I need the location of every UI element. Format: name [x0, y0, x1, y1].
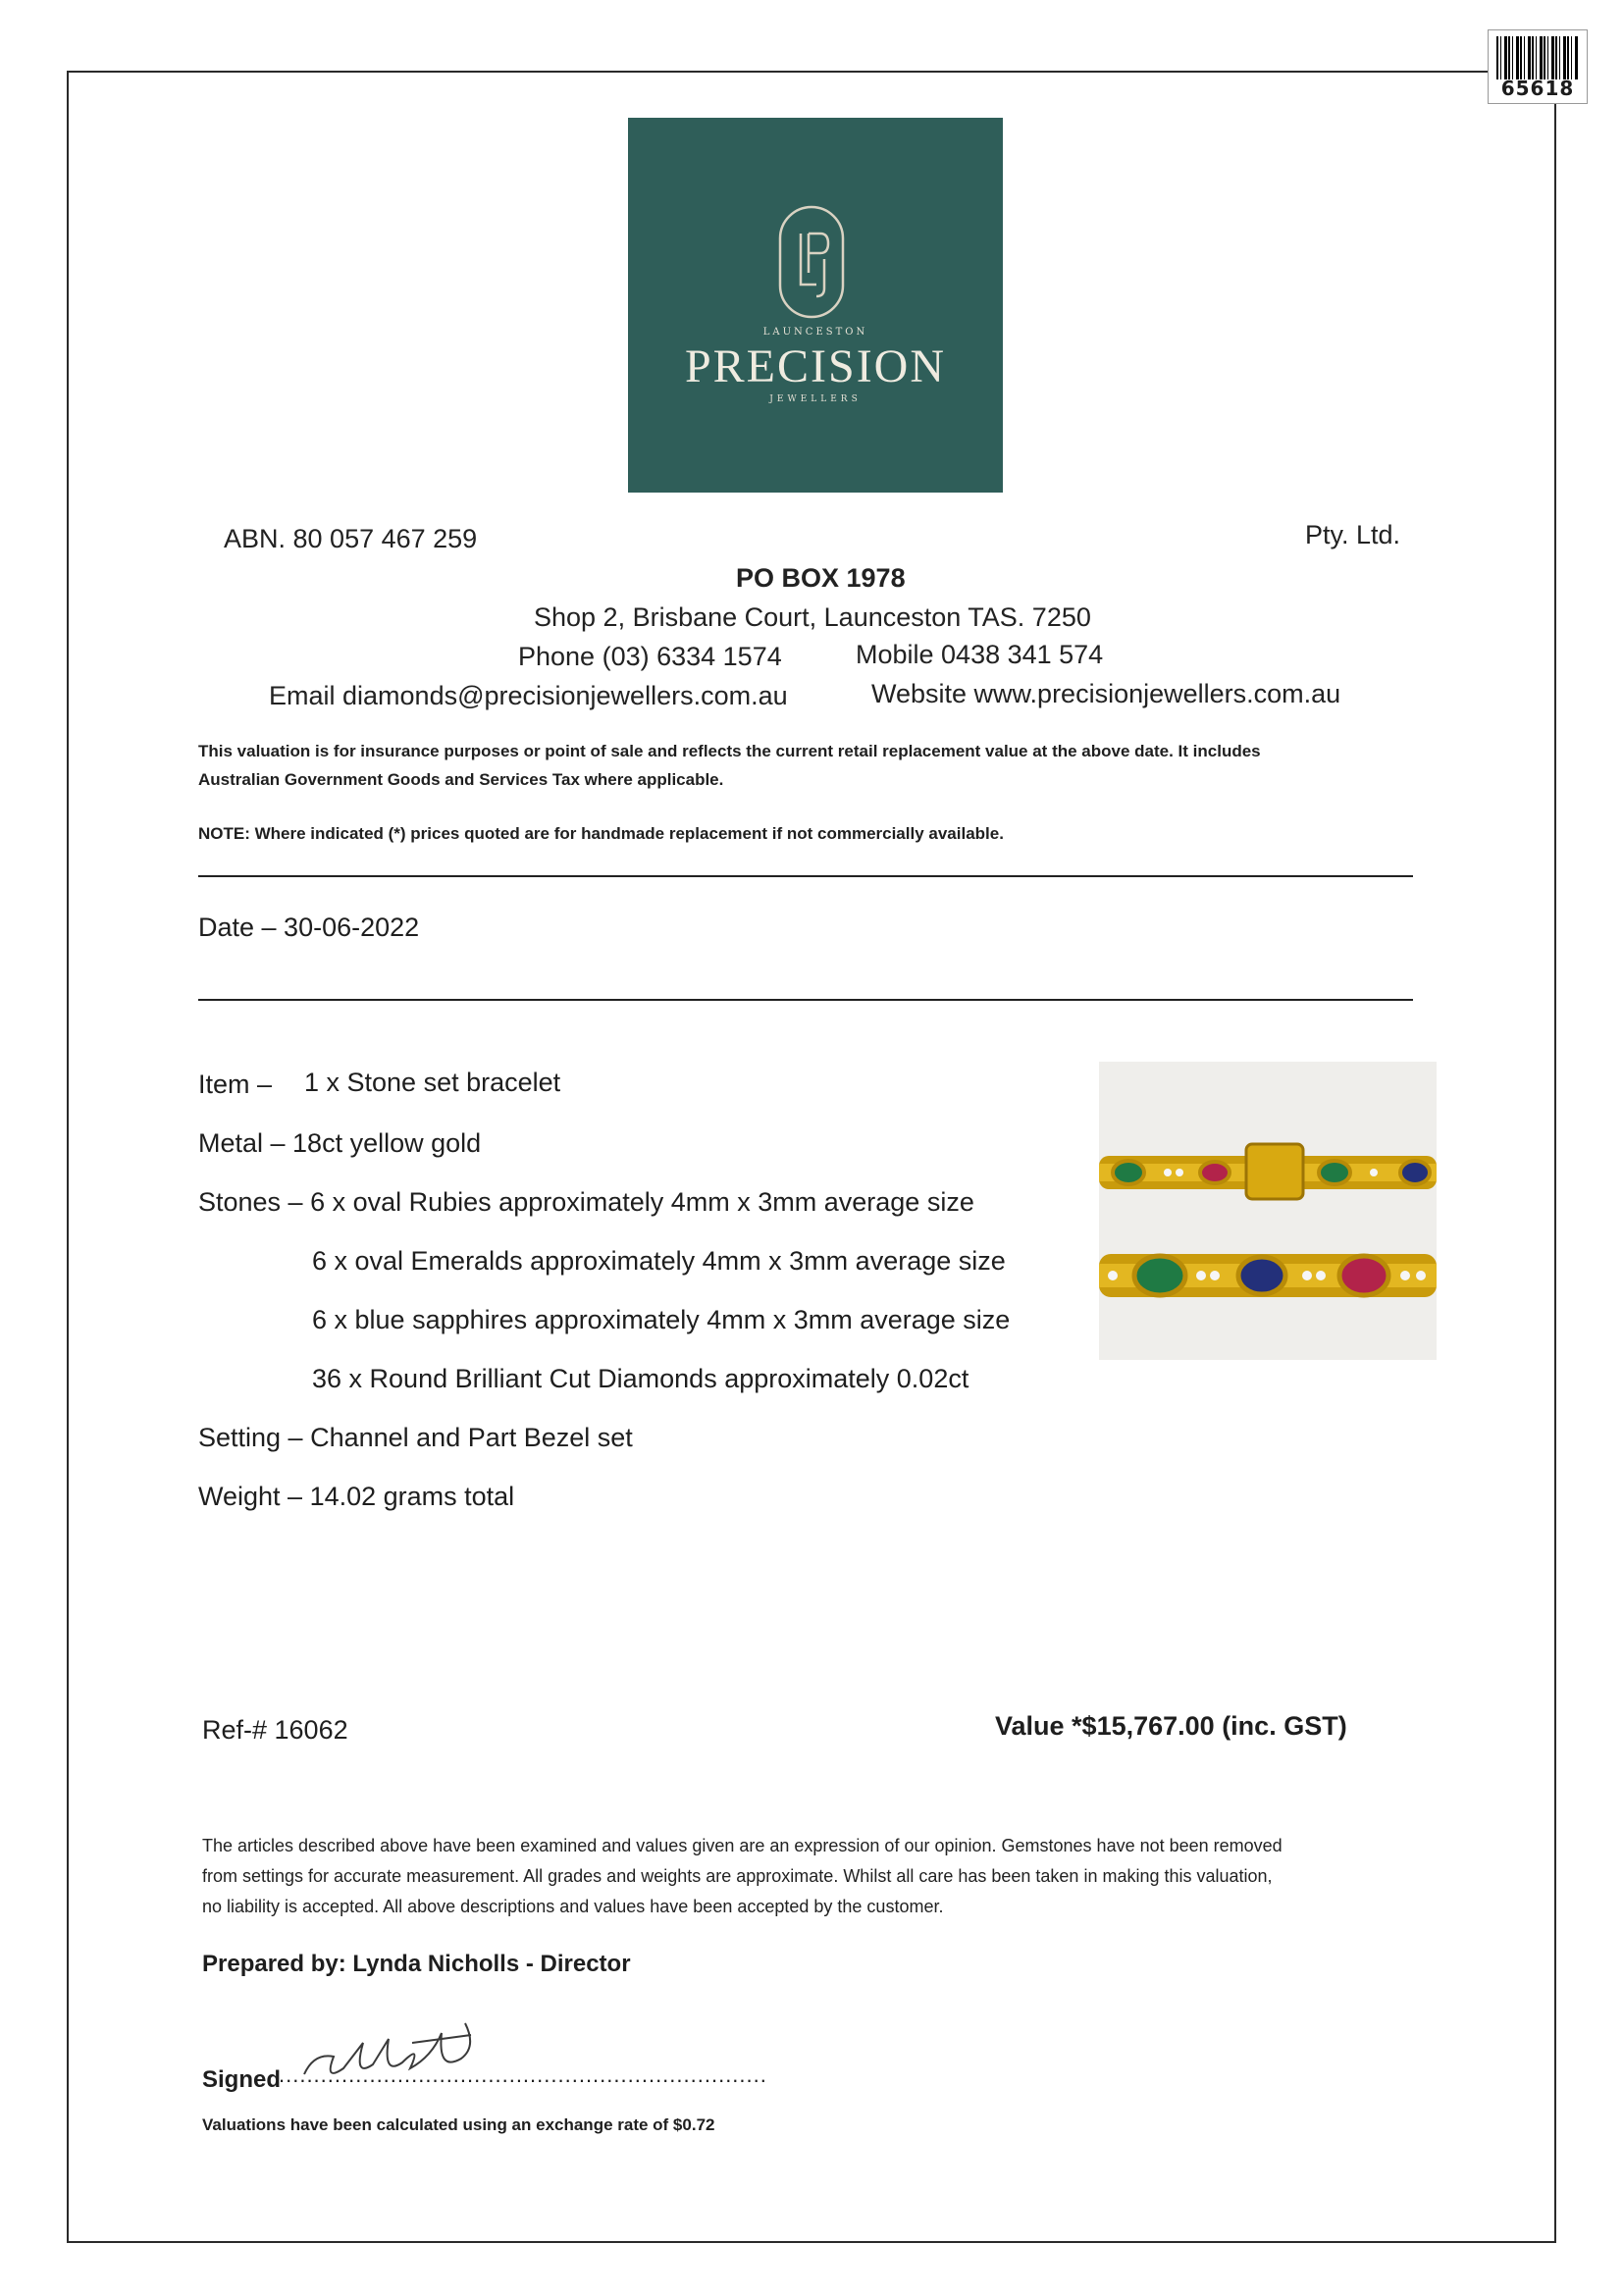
divider-bottom [198, 999, 1413, 1001]
disclaimer-line-1: This valuation is for insurance purposes or point of sale and reflects the current retail replacement value at the above date. It includes [198, 742, 1261, 760]
stones-sapphires: 6 x blue sapphires approximately 4mm x 3mm average size [312, 1305, 1011, 1334]
setting-detail: Setting – Channel and Part Bezel set [198, 1423, 633, 1452]
bracelet-image-icon [1099, 1062, 1437, 1360]
weight-detail: Weight – 14.02 grams total [198, 1482, 515, 1511]
phone-number: Phone (03) 6334 1574 [518, 642, 782, 671]
stones-rubies: Stones – 6 x oval Rubies approximately 4mm x 3mm average size [198, 1187, 974, 1217]
disclaimer-note: NOTE: Where indicated (*) prices quoted are for handmade replacement if not commercially available. [198, 824, 1004, 843]
disclaimer-line-2: Australian Government Goods and Services Tax where applicable. [198, 770, 724, 789]
po-box: PO BOX 1978 [736, 563, 906, 593]
signature-icon [294, 2004, 491, 2092]
prepared-by: Prepared by: Lynda Nicholls - Director [202, 1951, 631, 1977]
website-url: Website www.precisionjewellers.com.au [871, 679, 1341, 708]
terms-line-1: The articles described above have been examined and values given are an expression of our opinion. Gemstones have not been removed [202, 1836, 1283, 1855]
email-address: Email diamonds@precisionjewellers.com.au [269, 681, 788, 710]
reference-number: Ref-# 16062 [202, 1715, 348, 1745]
terms-line-3: no liability is accepted. All above descriptions and values have been accepted by the customer. [202, 1897, 944, 1916]
signature-line: ...................................................................... [279, 2062, 767, 2087]
valuation-amount: Value *$15,767.00 (inc. GST) [995, 1711, 1347, 1741]
bracelet-photo [1099, 1062, 1437, 1360]
company-entity: Pty. Ltd. [1305, 520, 1401, 549]
shop-address: Shop 2, Brisbane Court, Launceston TAS. 7250 [534, 602, 1091, 632]
terms-line-2: from settings for accurate measurement. All grades and weights are approximate. Whilst all care has been taken in making this valuation, [202, 1866, 1273, 1886]
logo-brand: PRECISION [684, 340, 947, 392]
stones-diamonds: 36 x Round Brilliant Cut Diamonds approximately 0.02ct [312, 1364, 969, 1393]
barcode-bars [1496, 36, 1579, 79]
divider-top [198, 875, 1413, 877]
metal-detail: Metal – 18ct yellow gold [198, 1128, 482, 1158]
monogram-emblem-icon [777, 204, 846, 320]
logo-subtitle: JEWELLERS [769, 394, 862, 404]
signed-label: Signed [202, 2066, 282, 2093]
barcode-number: 65618 [1500, 77, 1575, 100]
barcode-label [1488, 29, 1588, 104]
company-logo [628, 118, 1003, 493]
logo-location: LAUNCESTON [762, 327, 868, 338]
item-label: Item – [198, 1070, 273, 1099]
item-description: 1 x Stone set bracelet [304, 1068, 561, 1097]
abn-number: ABN. 80 057 467 259 [224, 524, 478, 553]
exchange-rate-note: Valuations have been calculated using an exchange rate of $0.72 [202, 2115, 715, 2134]
stones-emeralds: 6 x oval Emeralds approximately 4mm x 3mm average size [312, 1246, 1006, 1276]
valuation-date: Date – 30-06-2022 [198, 913, 420, 942]
mobile-number: Mobile 0438 341 574 [856, 640, 1104, 669]
